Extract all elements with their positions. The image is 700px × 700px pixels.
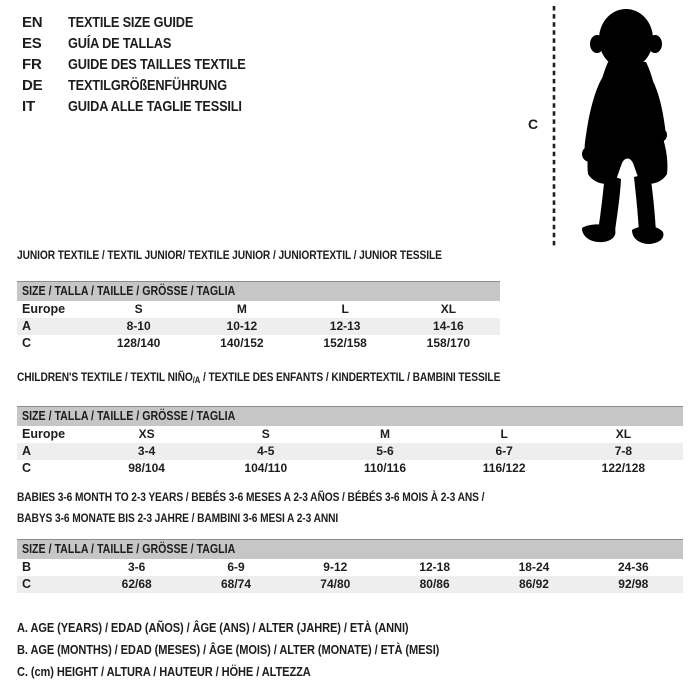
language-row-en [22, 12, 277, 33]
row-label-cell: A [22, 319, 32, 333]
table-row [17, 318, 500, 335]
size-header-text: SIZE / TALLA / TAILLE / GRÖSSE / TAGLIA [22, 542, 236, 557]
language-label: TEXTILGRÖßENFÜHRUNG [68, 77, 227, 94]
language-row-fr [22, 54, 277, 75]
section-title-text: CHILDREN'S TEXTILE / TEXTIL NIÑO/A / TEXTILE DES ENFANTS / KINDERTEXTIL / BAMBINI TESSILE [17, 370, 501, 385]
size-cell: 12-18 [419, 560, 450, 574]
table-row [17, 301, 500, 318]
size-cell: 116/122 [482, 461, 526, 475]
size-cell: 18-24 [518, 560, 550, 574]
size-cell: XL [440, 302, 457, 316]
table-header-row [17, 540, 683, 559]
table-row [17, 426, 683, 443]
language-code: FR [22, 56, 42, 73]
size-cell: 152/158 [323, 336, 367, 350]
size-table-junior [17, 281, 500, 352]
size-cell: 140/152 [220, 336, 264, 350]
size-cell: XS [138, 427, 155, 441]
height-measure-label: C [528, 116, 539, 132]
size-cell: 4-5 [257, 444, 275, 458]
size-cell: 24-36 [617, 560, 649, 574]
size-cell: S [134, 302, 143, 316]
section-title-babies [17, 487, 683, 529]
language-label: GUÍA DE TALLAS [68, 35, 172, 52]
section-junior [17, 248, 500, 352]
table-row [17, 559, 683, 576]
language-code: DE [22, 77, 43, 94]
table-row [17, 443, 683, 460]
size-cell: L [341, 302, 349, 316]
size-cell: M [236, 302, 247, 316]
section-title-text: JUNIOR TEXTILE / TEXTIL JUNIOR/ TEXTILE JUNIOR / JUNIORTEXTIL / JUNIOR TESSILE [17, 248, 442, 262]
footnotes [17, 620, 514, 686]
footnote-text: B. AGE (MONTHS) / EDAD (MESES) / ÂGE (MOIS) / ALTER (MONATE) / ETÀ (MESI) [17, 642, 440, 657]
section-children [17, 370, 683, 477]
section-babies [17, 487, 683, 593]
footnote-a [17, 620, 514, 642]
size-cell: 74/80 [320, 577, 351, 591]
height-measure-line [551, 6, 557, 248]
footnote-text: C. (cm) HEIGHT / ALTURA / HAUTEUR / HÖHE / ALTEZZA [17, 664, 311, 679]
language-row-es [22, 33, 277, 54]
size-cell: 80/86 [419, 577, 450, 591]
table-header-row [17, 407, 683, 426]
size-table-children [17, 406, 683, 477]
row-label-cell: Europe [22, 427, 66, 441]
size-cell: 12-13 [329, 319, 361, 333]
baby-silhouette-icon [562, 6, 696, 250]
row-label-cell: C [22, 461, 32, 475]
size-header-text: SIZE / TALLA / TAILLE / GRÖSSE / TAGLIA [22, 409, 236, 424]
size-cell: XL [615, 427, 632, 441]
footnote-text: A. AGE (YEARS) / EDAD (AÑOS) / ÂGE (ANS) / ALTER (JAHRE) / ETÀ (ANNI) [17, 620, 409, 635]
size-cell: M [379, 427, 390, 441]
language-code: EN [22, 14, 43, 31]
size-cell: 6-9 [227, 560, 245, 574]
size-cell: 68/74 [220, 577, 251, 591]
size-cell: 122/128 [601, 461, 646, 475]
row-label-cell: A [22, 444, 32, 458]
size-cell: 92/98 [618, 577, 649, 591]
language-label: GUIDA ALLE TAGLIE TESSILI [68, 98, 242, 115]
language-code: ES [22, 35, 42, 52]
size-cell: 6-7 [495, 444, 513, 458]
language-row-it [22, 96, 277, 117]
language-label: GUIDE DES TAILLES TEXTILE [68, 56, 246, 73]
size-header-text: SIZE / TALLA / TAILLE / GRÖSSE / TAGLIA [22, 284, 236, 299]
size-cell: 158/170 [426, 336, 471, 350]
row-label-cell: Europe [22, 302, 66, 316]
footnote-b [17, 642, 514, 664]
size-cell: 110/116 [363, 461, 406, 475]
size-cell: 10-12 [226, 319, 258, 333]
size-cell: 5-6 [376, 444, 394, 458]
size-cell: S [261, 427, 270, 441]
size-cell: 62/68 [121, 577, 152, 591]
size-header-cell [17, 540, 683, 559]
size-cell: 8-10 [126, 319, 151, 333]
row-label-cell: C [22, 336, 32, 350]
size-table-babies [17, 539, 683, 593]
size-cell: 3-4 [137, 444, 156, 458]
language-row-de [22, 75, 277, 96]
section-title-junior [17, 248, 500, 262]
size-cell: 14-16 [433, 319, 464, 333]
section-title-text: BABIES 3-6 MONTH TO 2-3 YEARS / BEBÉS 3-6 MESES A 2-3 AÑOS / BÉBÉS 3-6 MOIS À 2-3 ANS / [17, 490, 485, 504]
height-figure [520, 4, 700, 250]
size-cell: 3-6 [127, 560, 146, 574]
table-row [17, 576, 683, 593]
language-list [22, 12, 277, 117]
size-cell: 128/140 [116, 336, 161, 350]
table-header-row [17, 282, 500, 301]
language-code: IT [22, 98, 35, 115]
footnote-c [17, 664, 514, 686]
size-cell: 7-8 [614, 444, 633, 458]
section-title-text: BABYS 3-6 MONATE BIS 2-3 JAHRE / BAMBINI 3-6 MESI A 2-3 ANNI [17, 511, 339, 525]
size-header-cell [17, 407, 683, 426]
table-row [17, 460, 683, 477]
size-cell: 98/104 [128, 461, 165, 475]
nino-a-subscript: /A [192, 375, 201, 385]
row-label-cell: B [22, 560, 32, 574]
size-cell: 86/92 [518, 577, 549, 591]
size-cell: 104/110 [244, 461, 288, 475]
size-cell: L [500, 427, 508, 441]
section-title-children [17, 370, 683, 387]
row-label-cell: C [22, 577, 32, 591]
size-header-cell [17, 282, 500, 301]
size-cell: 9-12 [323, 560, 348, 574]
language-label: TEXTILE SIZE GUIDE [68, 14, 194, 31]
table-row [17, 335, 500, 352]
